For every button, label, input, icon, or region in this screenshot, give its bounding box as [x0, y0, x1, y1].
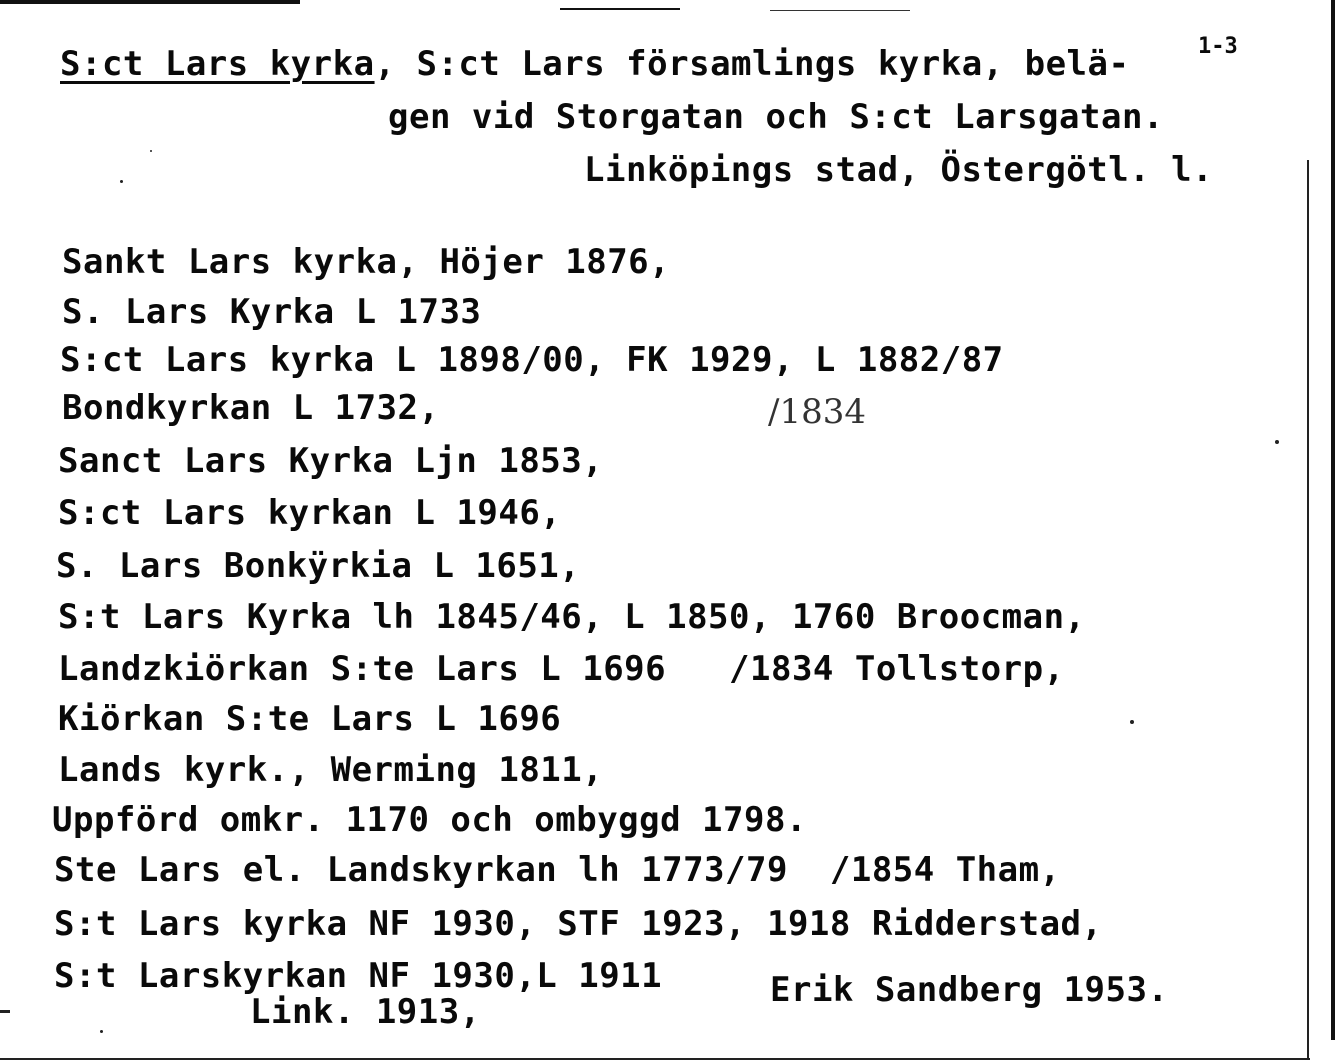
- entry-line: Ste Lars el. Landskyrkan lh 1773/79 /1854 Tham,: [54, 850, 1061, 890]
- scan-speck: [100, 1030, 103, 1033]
- heading-line-2: gen vid Storgatan och S:ct Larsgatan.: [388, 97, 1164, 137]
- scan-edge-mark: [0, 1010, 10, 1013]
- scan-edge-mark: [770, 10, 910, 11]
- scan-speck: [1130, 720, 1134, 724]
- heading-text: , S:ct Lars församlings kyrka, belä-: [374, 44, 1130, 84]
- church-name-title: S:ct Lars kyrka: [60, 44, 375, 84]
- scan-edge-right: [1331, 0, 1335, 1040]
- scan-speck: [150, 150, 152, 152]
- handwritten-annotation: /1834: [768, 392, 866, 432]
- entry-line: Bondkyrkan L 1732,: [62, 388, 440, 428]
- entry-line: Sankt Lars kyrka, Höjer 1876,: [62, 242, 671, 282]
- scan-edge-top: [0, 0, 300, 4]
- scan-speck: [1275, 440, 1279, 444]
- entry-line: S:ct Lars kyrka L 1898/00, FK 1929, L 1882/87: [60, 340, 1004, 380]
- entry-line-trailing: Erik Sandberg 1953.: [770, 970, 1169, 1010]
- entry-line: S:t Lars Kyrka lh 1845/46, L 1850, 1760 Broocman,: [58, 597, 1086, 637]
- card-border-right: [1307, 160, 1309, 1060]
- entry-line: S:ct Lars kyrkan L 1946,: [58, 493, 562, 533]
- heading-line-3: Linköpings stad, Östergötl. l.: [584, 150, 1214, 190]
- entry-line: S:t Lars kyrka NF 1930, STF 1923, 1918 Ridderstad,: [54, 904, 1103, 944]
- card-border-bottom: [0, 1058, 1310, 1060]
- entry-line: Landzkiörkan S:te Lars L 1696 /1834 Tollstorp,: [58, 649, 1065, 689]
- card-heading: [60, 44, 1129, 84]
- entry-line-sub: Link. 1913,: [250, 992, 481, 1032]
- entry-line: S. Lars Kyrka L 1733: [62, 292, 482, 332]
- entry-line: Lands kyrk., Werming 1811,: [58, 750, 604, 790]
- corner-reference-note: 1-3: [1198, 34, 1238, 59]
- entry-line: Sanct Lars Kyrka Ljn 1853,: [58, 441, 604, 481]
- entry-line: S. Lars Bonkÿrkia L 1651,: [56, 546, 581, 586]
- entry-line: S:t Larskyrkan NF 1930,L 1911: [54, 956, 663, 996]
- scan-speck: [120, 180, 123, 183]
- scan-edge-mark: [560, 8, 680, 10]
- entry-line: Kiörkan S:te Lars L 1696: [58, 699, 562, 739]
- entry-line: Uppförd omkr. 1170 och ombyggd 1798.: [52, 800, 807, 840]
